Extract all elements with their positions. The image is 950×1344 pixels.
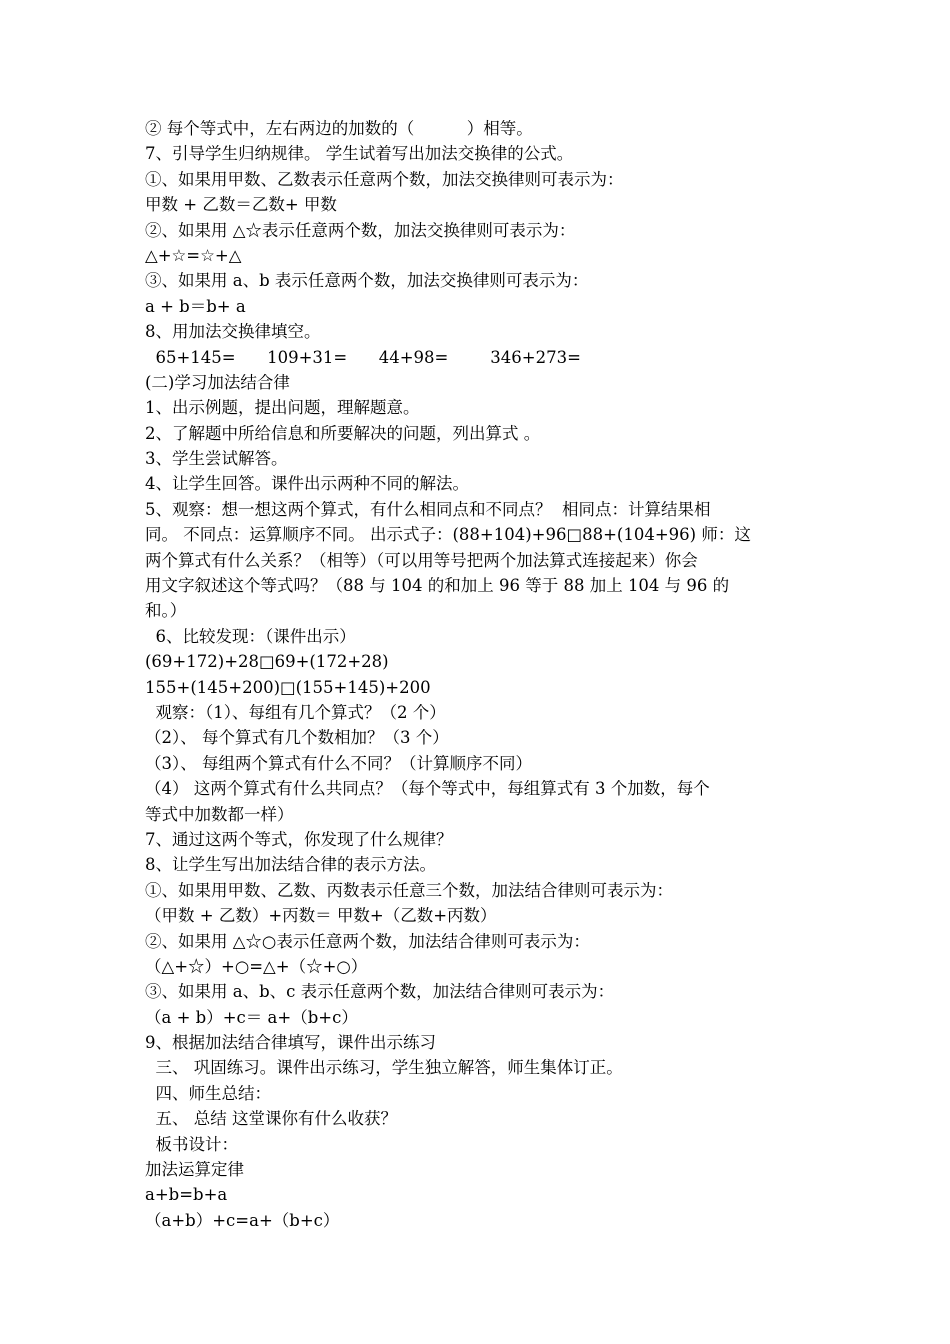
text-line: 和。） (145, 601, 187, 621)
board-title: 加法运算定律 (145, 1160, 244, 1180)
document-body (145, 116, 810, 1233)
text-line: 观察：（1）、每组有几个算式？（2 个） (145, 702, 446, 722)
formula-line: （a+b）+c=a+（b+c） (145, 1210, 340, 1230)
text-line: △+☆=☆+△ (145, 245, 242, 265)
text-line: 四、师生总结： (145, 1083, 271, 1103)
text-line: 7、引导学生归纳规律。 学生试着写出加法交换律的公式。 (145, 144, 574, 164)
text-line: 两个算式有什么关系？（相等）（可以用等号把两个加法算式连接起来）你会 (145, 550, 698, 570)
text-line: 6、比较发现：（课件出示） (145, 626, 356, 646)
text-line: 5、观察：想一想这两个算式，有什么相同点和不同点？ 相同点：计算结果相 (145, 499, 711, 519)
text-line: 4、让学生回答。课件出示两种不同的解法。 (145, 474, 469, 494)
text-line: 2、了解题中所给信息和所要解决的问题，列出算式 。 (145, 423, 541, 443)
text-line: 7、通过这两个等式，你发现了什么规律？ (145, 829, 453, 849)
text-line: 甲数 + 乙数＝乙数+ 甲数 (145, 195, 337, 215)
text-line: ①、如果用甲数、乙数表示任意两个数，加法交换律则可表示为： (145, 169, 624, 189)
text-line: 65+145= 109+31= 44+98= 346+273= (145, 347, 581, 367)
text-line: ②、如果用 △☆表示任意两个数，加法交换律则可表示为： (145, 220, 576, 240)
text-line: 同。 不同点：运算顺序不同。 出示式子：(88+104)+96□88+(104+96) 师：这 (145, 525, 751, 545)
text-line: ③、如果用 a、b 表示任意两个数，加法交换律则可表示为： (145, 271, 589, 291)
text-line: （3）、 每组两个算式有什么不同？（计算顺序不同） (145, 753, 532, 773)
text-line: 1、出示例题，提出问题，理解题意。 (145, 398, 420, 418)
text-line: 9、根据加法结合律填写，课件出示练习 (145, 1033, 436, 1053)
text-line: （a + b）+c＝ a+（b+c） (145, 1007, 358, 1027)
text-line: （△+☆）+○=△+（☆+○） (145, 956, 368, 976)
text-line: （4） 这两个算式有什么共同点？（每个等式中，每组算式有 3 个加数，每个 (145, 779, 710, 799)
formula-line: a+b=b+a (145, 1185, 228, 1205)
text-line: （甲数 + 乙数）+丙数＝ 甲数+（乙数+丙数） (145, 906, 497, 926)
text-line: (69+172)+28□69+(172+28) (145, 652, 389, 672)
text-line: （2）、 每个算式有几个数相加？（3 个） (145, 728, 449, 748)
text-line: 五、 总结 这堂课你有什么收获？ (145, 1109, 397, 1129)
text-line: 8、让学生写出加法结合律的表示方法。 (145, 855, 436, 875)
text-line: ② 每个等式中，左右两边的加数的（ ）相等。 (145, 119, 533, 138)
text-line: 用文字叙述这个等式吗？（88 与 104 的和加上 96 等于 88 加上 104 与 96 的 (145, 576, 730, 596)
text-line: ①、如果用甲数、乙数、丙数表示任意三个数，加法结合律则可表示为： (145, 880, 673, 900)
text-line: ③、如果用 a、b、c 表示任意两个数，加法结合律则可表示为： (145, 982, 615, 1002)
section-heading: (二)学习加法结合律 (145, 372, 290, 392)
text-line: 155+(145+200)□(155+145)+200 (145, 677, 431, 697)
text-line: 三、 巩固练习。课件出示练习，学生独立解答，师生集体订正。 (145, 1058, 623, 1078)
text-line: ②、如果用 △☆○表示任意两个数，加法结合律则可表示为： (145, 931, 590, 951)
text-line: a + b＝b+ a (145, 296, 246, 316)
text-line: 等式中加数都一样） (145, 804, 294, 824)
text-line: 3、学生尝试解答。 (145, 449, 288, 469)
text-line: 板书设计： (145, 1134, 238, 1154)
text-line: 8、用加法交换律填空。 (145, 322, 321, 342)
